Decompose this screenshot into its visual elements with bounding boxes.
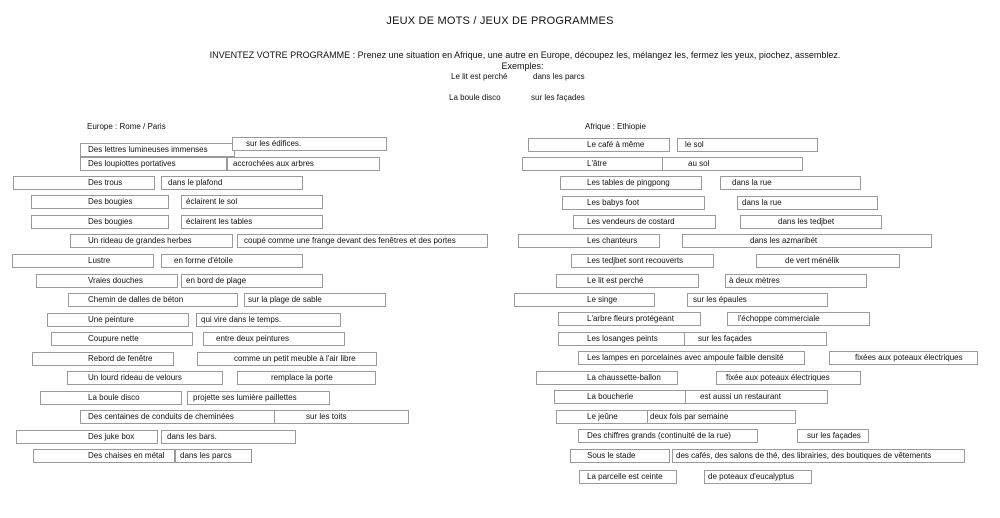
europe-strip-text: sur la plage de sable — [248, 295, 322, 304]
europe-strip-text: Coupure nette — [88, 334, 139, 343]
europe-strip-12-b[interactable] — [197, 352, 377, 366]
afrique-strip-13-a[interactable] — [536, 371, 678, 385]
europe-strip-3-b[interactable] — [161, 176, 303, 190]
europe-strip-7-b[interactable] — [161, 254, 303, 268]
afrique-strip-16-a[interactable] — [578, 429, 758, 443]
afrique-strip-1-a[interactable] — [528, 138, 670, 152]
afrique-strip-11-b[interactable] — [684, 332, 827, 346]
europe-strip-text: Des bougies — [88, 197, 133, 206]
afrique-strip-3-a[interactable] — [560, 176, 702, 190]
afrique-strip-text: L'âtre — [587, 159, 607, 168]
europe-strip-3-a[interactable] — [13, 176, 155, 190]
afrique-strip-17-b[interactable] — [672, 449, 965, 463]
afrique-strip-text: dans la rue — [742, 198, 782, 207]
afrique-strip-11-a[interactable] — [558, 332, 700, 346]
afrique-strip-text: Les tedjbet sont recouverts — [587, 256, 684, 265]
afrique-strip-text: Sous le stade — [587, 451, 636, 460]
afrique-strip-text: Des chiffres grands (continuité de la rue) — [587, 431, 731, 440]
europe-strip-text: dans les parcs — [180, 451, 232, 460]
afrique-strip-text: Les tables de pingpong — [587, 178, 670, 187]
afrique-strip-text: est aussi un restaurant — [700, 392, 781, 401]
afrique-strip-text: dans les tedjbet — [778, 217, 835, 226]
europe-strip-text: Une peinture — [88, 315, 134, 324]
europe-strip-text: coupé comme une frange devant des fenêtres et des portes — [244, 236, 456, 245]
europe-strip-16-a[interactable] — [16, 430, 158, 444]
europe-strip-7-a[interactable] — [12, 254, 154, 268]
afrique-strip-text: fixée aux poteaux électriques — [726, 373, 830, 382]
afrique-strip-17-a[interactable] — [570, 449, 670, 463]
europe-strip-text: Un rideau de grandes herbes — [88, 236, 192, 245]
europe-strip-text: en bord de plage — [186, 276, 247, 285]
afrique-strip-text: Les losanges peints — [587, 334, 658, 343]
europe-strip-4-b[interactable] — [181, 195, 323, 209]
afrique-strip-7-b[interactable] — [756, 254, 900, 268]
afrique-strip-text: La chaussette-ballon — [587, 373, 661, 382]
afrique-strip-text: La boucherie — [587, 392, 634, 401]
page-title: JEUX DE MOTS / JEUX DE PROGRAMMES — [386, 15, 614, 27]
afrique-strip-text: de vert ménélik — [785, 256, 840, 265]
afrique-strip-8-b[interactable] — [725, 274, 867, 288]
afrique-heading: Afrique : Ethiopie — [585, 122, 646, 131]
afrique-strip-14-b[interactable] — [685, 390, 828, 404]
europe-strip-text: dans le plafond — [168, 178, 223, 187]
afrique-strip-18-a[interactable] — [579, 470, 677, 484]
examples-label: Exemples: — [501, 61, 544, 71]
afrique-strip-9-b[interactable] — [687, 293, 828, 307]
afrique-strip-text: dans la rue — [732, 178, 772, 187]
europe-strip-12-a[interactable] — [32, 352, 174, 366]
europe-strip-8-a[interactable] — [36, 274, 178, 288]
europe-strip-text: projette ses lumière paillettes — [193, 393, 297, 402]
afrique-strip-text: La parcelle est ceinte — [587, 472, 663, 481]
afrique-strip-text: Le café à même — [587, 140, 645, 149]
example-2-part-a: La boule disco — [449, 93, 501, 102]
europe-strip-1-b[interactable] — [232, 137, 387, 151]
afrique-strip-5-a[interactable] — [573, 215, 716, 229]
europe-strip-text: Un lourd rideau de velours — [88, 373, 182, 382]
afrique-strip-14-a[interactable] — [554, 390, 696, 404]
europe-strip-13-b[interactable] — [237, 371, 376, 385]
afrique-strip-text: Les lampes en porcelaines avec ampoule faible densité — [587, 353, 784, 362]
europe-strip-2-a[interactable] — [80, 157, 227, 171]
afrique-strip-9-a[interactable] — [514, 293, 655, 307]
afrique-strip-6-a[interactable] — [518, 234, 660, 248]
example-1-part-a: Le lit est perché — [451, 72, 508, 81]
europe-strip-text: Des lettres lumineuses immenses — [88, 145, 208, 154]
afrique-strip-2-a[interactable] — [522, 157, 664, 171]
afrique-strip-18-b[interactable] — [704, 470, 812, 484]
europe-strip-9-b[interactable] — [244, 293, 386, 307]
europe-strip-text: remplace la porte — [271, 373, 333, 382]
europe-strip-text: Rebord de fenêtre — [88, 354, 153, 363]
afrique-strip-text: Le singe — [587, 295, 618, 304]
europe-strip-14-a[interactable] — [40, 391, 182, 405]
europe-strip-11-a[interactable] — [51, 332, 193, 346]
europe-strip-8-b[interactable] — [181, 274, 323, 288]
europe-strip-text: accrochées aux arbres — [233, 159, 314, 168]
europe-strip-text: sur les toits — [306, 412, 347, 421]
europe-strip-text: Lustre — [88, 256, 111, 265]
europe-strip-17-a[interactable] — [33, 449, 175, 463]
example-2-part-b: sur les façades — [531, 93, 585, 102]
europe-strip-1-a[interactable] — [80, 143, 235, 157]
europe-strip-text: Des loupiottes portatives — [88, 159, 176, 168]
europe-strip-5-a[interactable] — [31, 215, 169, 229]
afrique-strip-text: Les chanteurs — [587, 236, 638, 245]
europe-heading: Europe : Rome / Paris — [87, 122, 166, 131]
europe-strip-17-b[interactable] — [175, 449, 252, 463]
afrique-strip-text: sur les épaules — [693, 295, 747, 304]
europe-strip-2-b[interactable] — [227, 157, 380, 171]
europe-strip-text: éclairent les tables — [186, 217, 253, 226]
afrique-strip-13-b[interactable] — [716, 371, 861, 385]
europe-strip-text: sur les édifices. — [246, 139, 302, 148]
afrique-strip-text: de poteaux d'eucalyptus — [708, 472, 795, 481]
europe-strip-text: Des chaises en métal — [88, 451, 165, 460]
afrique-strip-text: sur les façades — [807, 431, 861, 440]
europe-strip-text: qui vire dans le temps. — [201, 315, 282, 324]
afrique-strip-5-b[interactable] — [740, 215, 882, 229]
europe-strip-text: Des trous — [88, 178, 123, 187]
afrique-strip-text: des cafés, des salons de thé, des librairies, des boutiques de vêtements — [676, 451, 932, 460]
afrique-strip-text: sur les façades — [698, 334, 752, 343]
afrique-strip-text: à deux mètres — [729, 276, 780, 285]
afrique-strip-4-b[interactable] — [737, 196, 878, 210]
europe-strip-15-b[interactable] — [274, 410, 409, 424]
europe-strip-text: Vraies douches — [88, 276, 143, 285]
afrique-strip-8-a[interactable] — [556, 274, 699, 288]
europe-strip-9-a[interactable] — [68, 293, 238, 307]
europe-strip-text: Chemin de dalles de béton — [88, 295, 184, 304]
afrique-strip-16-b[interactable] — [797, 429, 869, 443]
europe-strip-text: entre deux peintures — [216, 334, 289, 343]
afrique-strip-1-b[interactable] — [677, 138, 818, 152]
europe-strip-14-b[interactable] — [187, 391, 330, 405]
europe-strip-text: éclairent le sol — [186, 197, 238, 206]
afrique-strip-text: Les vendeurs de costard — [587, 217, 675, 226]
europe-strip-text: en forme d'étoile — [174, 256, 233, 265]
afrique-strip-text: Les babys foot — [587, 198, 640, 207]
europe-strip-10-a[interactable] — [47, 313, 189, 327]
afrique-strip-6-b[interactable] — [682, 234, 932, 248]
afrique-strip-text: le sol — [685, 140, 704, 149]
europe-strip-5-b[interactable] — [181, 215, 323, 229]
europe-strip-4-a[interactable] — [31, 195, 169, 209]
europe-strip-15-a[interactable] — [80, 410, 278, 424]
afrique-strip-text: l'échoppe commerciale — [738, 314, 820, 323]
europe-strip-text: La boule disco — [88, 393, 140, 402]
example-1-part-b: dans les parcs — [533, 72, 585, 81]
afrique-strip-text: deux fois par semaine — [650, 412, 729, 421]
afrique-strip-10-a[interactable] — [558, 312, 701, 326]
afrique-strip-12-b[interactable] — [829, 351, 978, 365]
europe-strip-13-a[interactable] — [67, 371, 223, 385]
europe-strip-6-b[interactable] — [237, 234, 488, 248]
europe-strip-10-b[interactable] — [196, 313, 341, 327]
europe-strip-text: Des bougies — [88, 217, 133, 226]
afrique-strip-text: L'arbre fleurs protégeant — [587, 314, 674, 323]
europe-strip-text: comme un petit meuble à l'air libre — [234, 354, 356, 363]
afrique-strip-15-b[interactable] — [647, 410, 796, 424]
afrique-strip-text: Le jeûne — [587, 412, 618, 421]
europe-strip-text: Des centaines de conduits de cheminées — [88, 412, 234, 421]
afrique-strip-7-a[interactable] — [571, 254, 714, 268]
afrique-strip-12-a[interactable] — [578, 351, 805, 365]
afrique-strip-text: dans les azmaribét — [750, 236, 818, 245]
afrique-strip-10-b[interactable] — [727, 312, 870, 326]
afrique-strip-text: au sol — [688, 159, 710, 168]
europe-strip-text: dans les bars. — [167, 432, 217, 441]
afrique-strip-4-a[interactable] — [562, 196, 705, 210]
instructions: INVENTEZ VOTRE PROGRAMME : Prenez une situation en Afrique, une autre en Europe, découpez les, mélangez les, fermez les yeux, piochez, assemblez. — [209, 50, 841, 60]
afrique-strip-text: Le lit est perché — [587, 276, 644, 285]
afrique-strip-2-b[interactable] — [662, 157, 803, 171]
europe-strip-11-b[interactable] — [203, 332, 345, 346]
afrique-strip-text: fixées aux poteaux électriques — [855, 353, 963, 362]
europe-strip-text: Des juke box — [88, 432, 135, 441]
afrique-strip-3-b[interactable] — [720, 176, 861, 190]
europe-strip-6-a[interactable] — [70, 234, 233, 248]
europe-strip-16-b[interactable] — [161, 430, 296, 444]
